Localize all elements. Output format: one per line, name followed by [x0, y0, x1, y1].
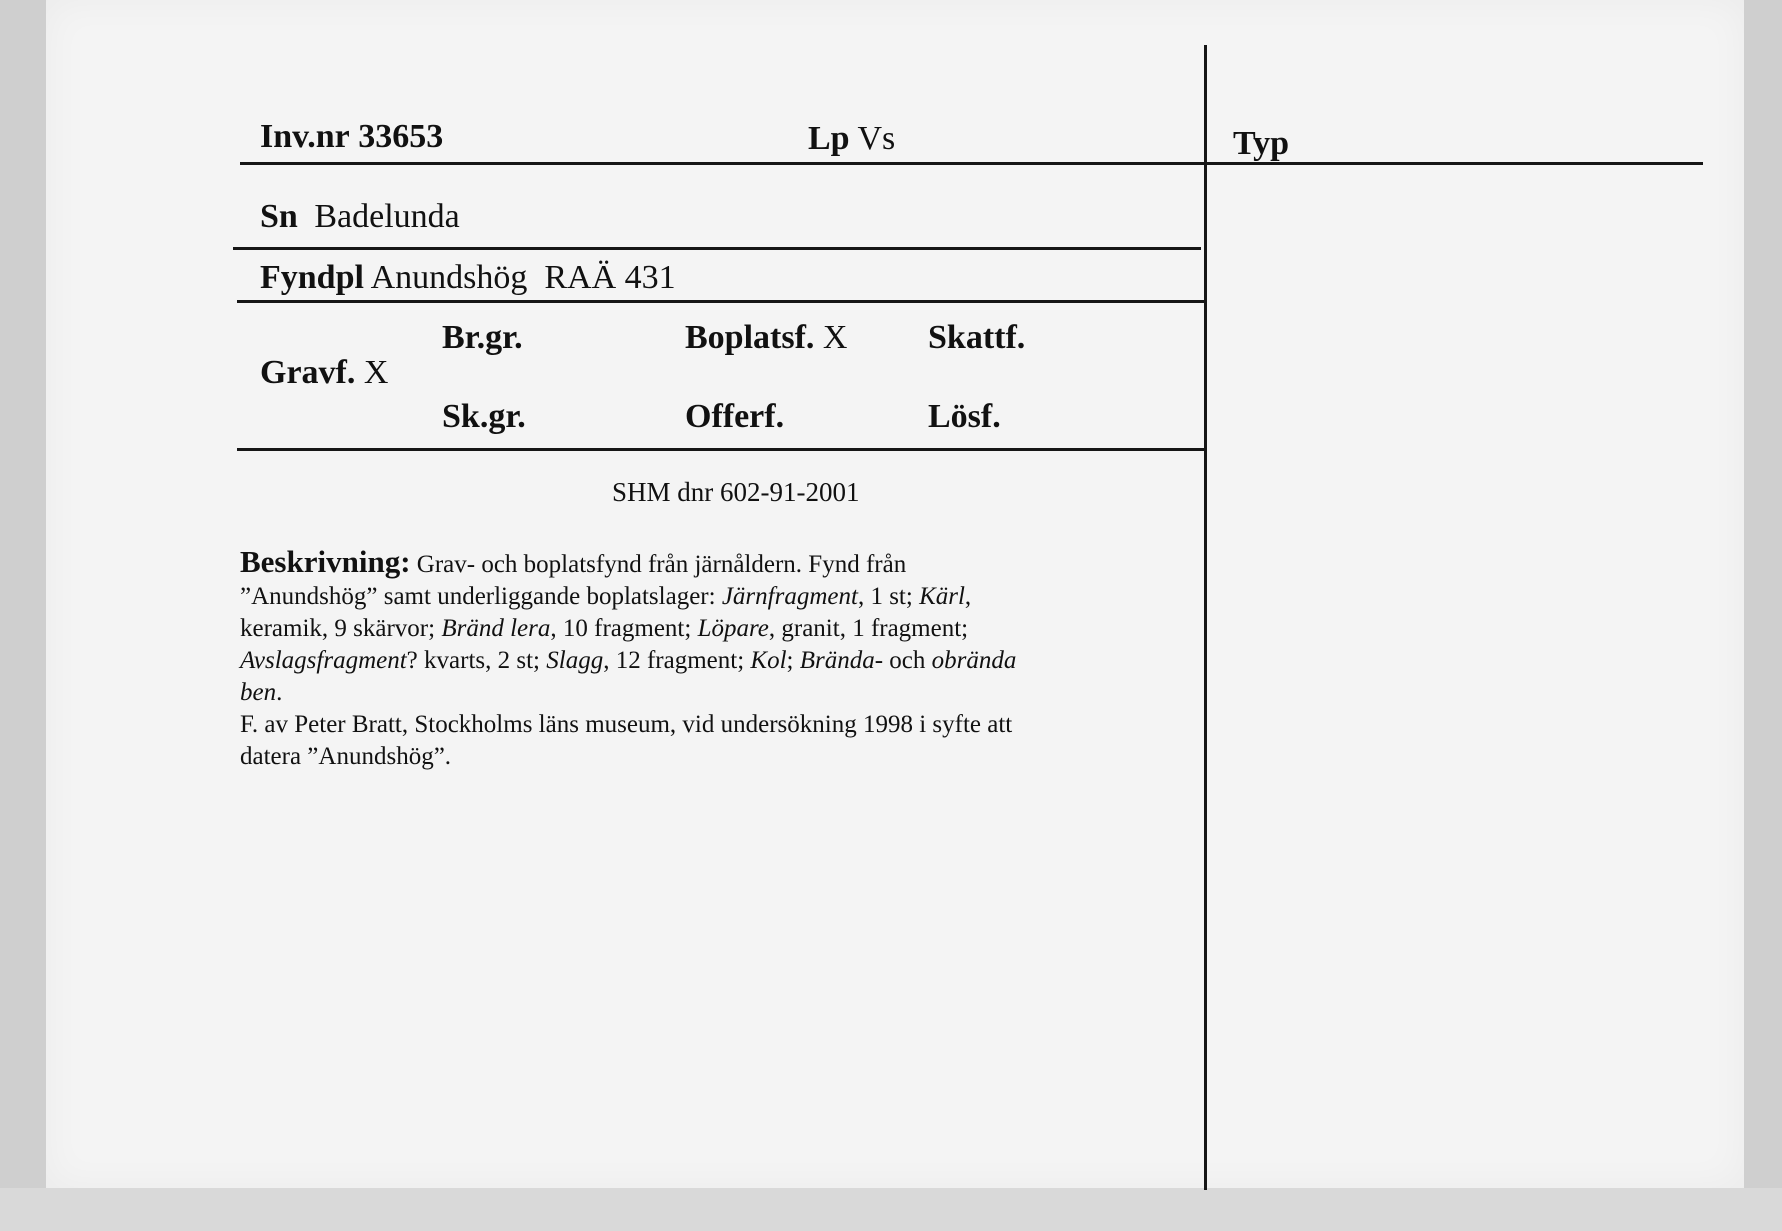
scan-background	[0, 1188, 1782, 1231]
category-rule	[237, 448, 1205, 451]
description-block	[240, 546, 1140, 773]
description-line-6: F. av Peter Bratt, Stockholms läns museum, vid undersökning 1998 i syfte att	[240, 711, 1013, 738]
skattf-label: Skattf.	[928, 319, 1026, 356]
description-line-3: keramik, 9 skärvor; Bränd lera, 10 fragment; Löpare, granit, 1 fragment;	[240, 615, 969, 642]
shm-dnr: SHM dnr 602-91-2001	[612, 477, 860, 507]
column-divider	[1204, 45, 1207, 1190]
gravf-field: Gravf. X	[260, 354, 389, 391]
offerf-label: Offerf.	[685, 398, 785, 435]
fyndpl-field: Fyndpl Anundshög RAÄ 431	[260, 259, 676, 296]
inv-number: Inv.nr 33653	[260, 118, 444, 155]
description-line-4: Avslagsfragment? kvarts, 2 st; Slagg, 12 fragment; Kol; Brända- och obrända	[240, 647, 1017, 674]
skgr-label: Sk.gr.	[442, 398, 526, 435]
description-line-7: datera ”Anundshög”.	[240, 743, 452, 770]
typ-label: Typ	[1233, 125, 1290, 162]
brgr-label: Br.gr.	[442, 319, 523, 356]
header-rule	[240, 162, 1703, 165]
description-line-1: Beskrivning: Grav- och boplatsfynd från järnåldern. Fynd från	[240, 544, 907, 579]
sn-field: Sn Badelunda	[260, 198, 460, 235]
beskrivning-label: Beskrivning:	[240, 544, 411, 579]
lp-field: Lp Vs	[808, 120, 896, 157]
fyndpl-rule	[237, 300, 1205, 303]
sn-rule	[233, 247, 1201, 250]
losf-label: Lösf.	[928, 398, 1001, 435]
boplatsf-field: Boplatsf. X	[685, 319, 848, 356]
description-line-2: ”Anundshög” samt underliggande boplatslager: Järnfragment, 1 st; Kärl,	[240, 583, 972, 610]
description-line-5: ben.	[240, 679, 283, 706]
